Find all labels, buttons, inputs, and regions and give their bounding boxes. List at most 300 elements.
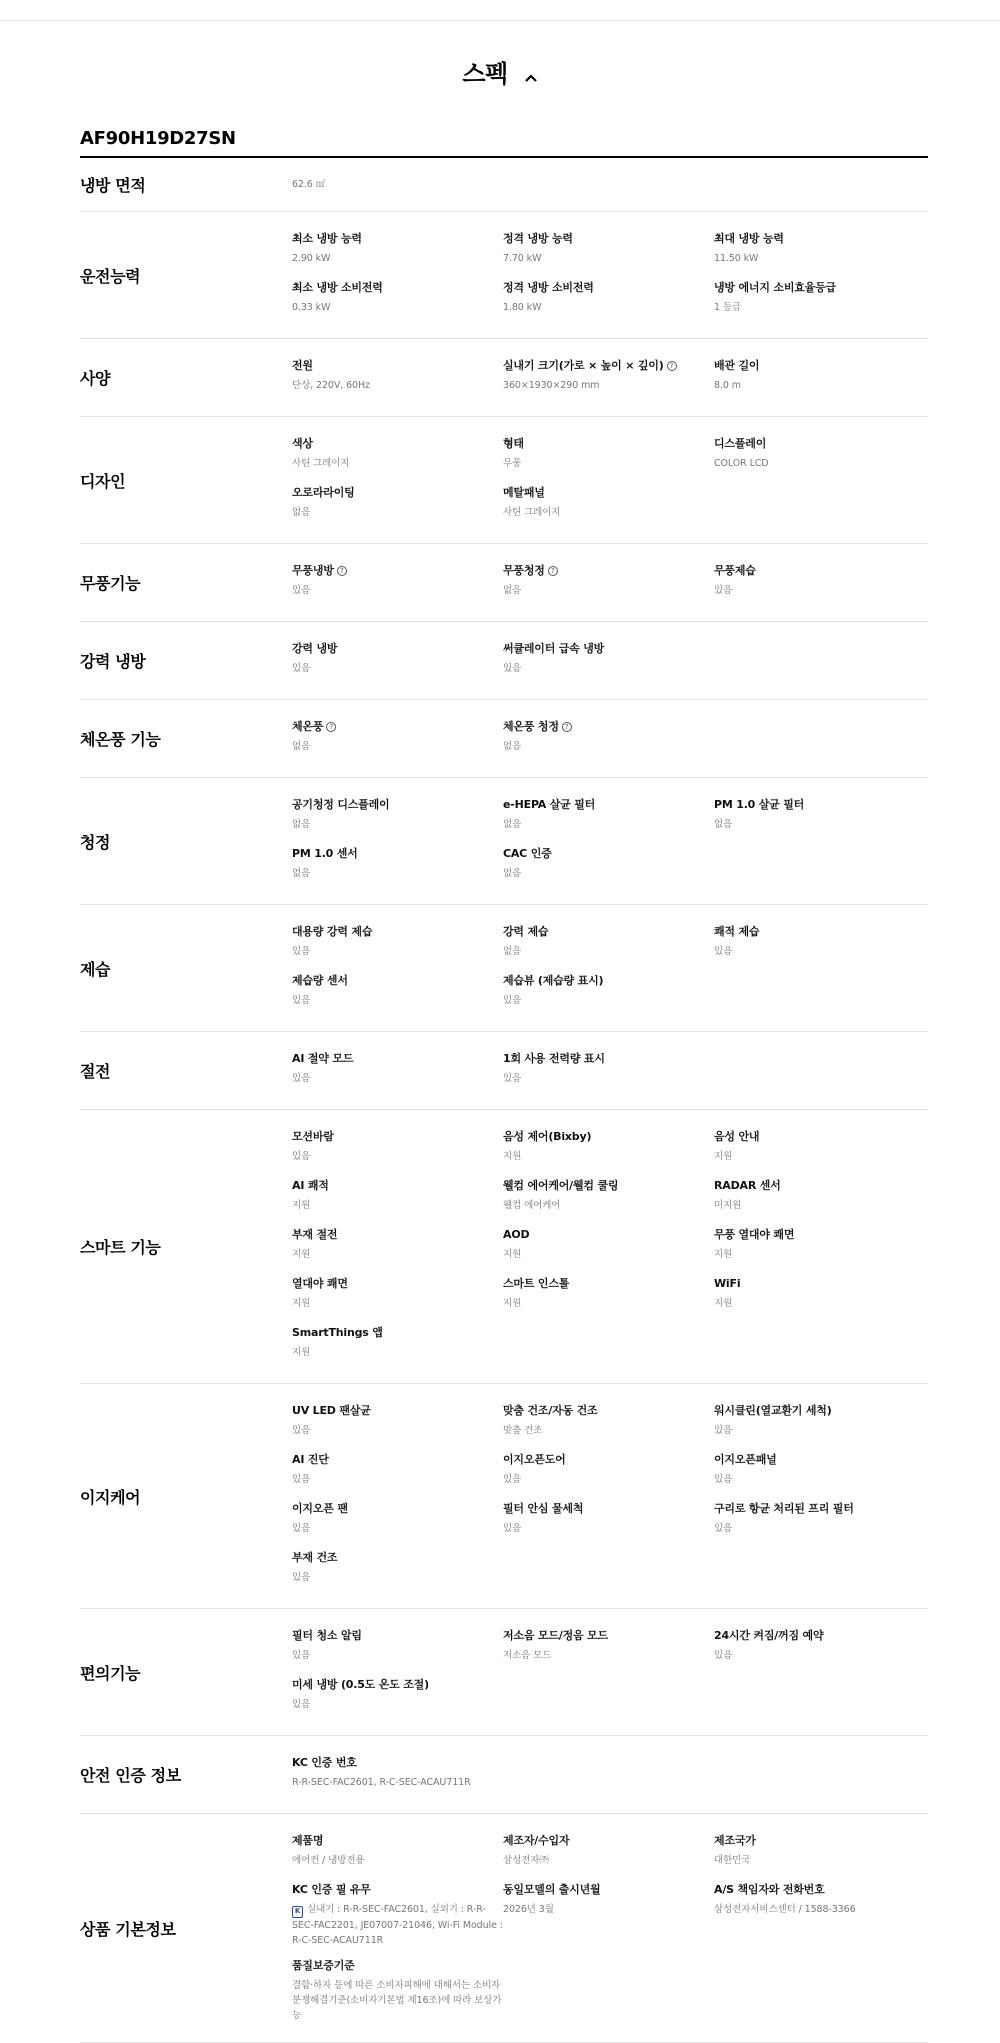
spec-item xyxy=(714,1496,925,1545)
spec-label-text: e-HEPA 살균 필터 xyxy=(503,798,596,811)
spec-item xyxy=(292,1623,503,1672)
spec-label-text: 배관 길이 xyxy=(714,359,760,372)
spec-item xyxy=(503,1447,714,1496)
spec-value-text: 실내기 : R-R-SEC-FAC2601, 실외기 : R-R-SEC-FAC2201, JE07007-21046, Wi-Fi Module : R-C-SEC-ACAU711R xyxy=(292,1904,503,1946)
spec-label xyxy=(503,973,714,989)
spec-label xyxy=(714,1276,925,1292)
spec-value xyxy=(714,1296,925,1311)
spec-items xyxy=(292,353,928,402)
spec-item xyxy=(292,1828,503,1877)
spec-label xyxy=(714,231,925,247)
spec-value-text: 지원 xyxy=(292,1298,311,1309)
spec-value-text: 없음 xyxy=(292,868,311,879)
help-icon[interactable]: ? xyxy=(548,566,558,576)
spec-label-text: 제조국가 xyxy=(714,1834,756,1847)
page-title: 스펙 xyxy=(462,60,508,88)
spec-label-text: 무풍 열대야 쾌면 xyxy=(714,1228,795,1241)
spec-label-text: 색상 xyxy=(292,437,313,450)
spec-label xyxy=(714,1882,925,1898)
spec-label xyxy=(292,846,503,862)
spec-label-text: UV LED 팬살균 xyxy=(292,1404,371,1417)
spec-item xyxy=(714,1623,925,1672)
spec-label xyxy=(503,846,714,862)
spec-label xyxy=(503,563,714,579)
spec-item xyxy=(714,919,925,968)
spec-label xyxy=(503,1452,714,1468)
spec-item xyxy=(292,792,503,841)
spec-label xyxy=(503,1051,714,1067)
spec-value-text: 미지원 xyxy=(714,1200,742,1211)
spec-row xyxy=(80,778,928,905)
spec-value xyxy=(292,661,503,676)
spec-label xyxy=(292,719,503,735)
spec-item xyxy=(503,431,714,480)
spec-category: 운전능력 xyxy=(80,266,141,286)
spec-category: 상품 기본정보 xyxy=(80,1919,176,1939)
spec-value xyxy=(714,1853,925,1868)
spec-item xyxy=(714,1877,925,1953)
spec-label xyxy=(292,1227,503,1243)
spec-item xyxy=(292,1271,503,1320)
spec-value-text: 있음 xyxy=(292,1523,311,1534)
spec-value-text: 지원 xyxy=(292,1249,311,1260)
spec-label-text: 1회 사용 전력량 표시 xyxy=(503,1052,605,1065)
spec-label xyxy=(503,1178,714,1194)
spec-item xyxy=(292,1447,503,1496)
spec-item xyxy=(292,558,503,607)
spec-value-text: 없음 xyxy=(714,819,733,830)
chevron-up-icon xyxy=(524,61,538,89)
spec-value xyxy=(503,1071,714,1086)
spec-value xyxy=(292,505,503,520)
spec-value xyxy=(292,251,503,266)
spec-item xyxy=(714,1447,925,1496)
spec-label-text: 부재 절전 xyxy=(292,1228,338,1241)
spec-value xyxy=(503,817,714,832)
help-icon[interactable]: ? xyxy=(337,566,347,576)
spec-label xyxy=(292,280,503,296)
spec-value-text: 없음 xyxy=(503,946,522,957)
spec-item xyxy=(503,1877,714,1953)
spec-label xyxy=(714,1403,925,1419)
spec-label-text: 워시클린(열교환기 세척) xyxy=(714,1404,832,1417)
spec-item xyxy=(714,1271,925,1320)
spec-items xyxy=(292,558,928,607)
spec-value-text: 있음 xyxy=(714,585,733,596)
spec-value xyxy=(503,1472,714,1487)
spec-item xyxy=(292,841,503,890)
spec-item xyxy=(292,275,503,324)
spec-item xyxy=(292,431,503,480)
spec-value xyxy=(292,817,503,832)
spec-label xyxy=(714,358,925,374)
spec-label-text: 냉방 에너지 소비효율등급 xyxy=(714,281,836,294)
spec-label-text: 제습량 센서 xyxy=(292,974,348,987)
spec-label-text: 체온풍 청정 xyxy=(503,720,559,733)
spec-item xyxy=(503,636,714,685)
spec-item xyxy=(292,1672,503,1721)
spec-label-text: KC 인증 번호 xyxy=(292,1756,357,1769)
spec-item xyxy=(503,1271,714,1320)
spec-value xyxy=(503,1521,714,1536)
spec-value xyxy=(714,1521,925,1536)
spec-value xyxy=(503,739,714,754)
spec-value xyxy=(503,944,714,959)
spec-value-text: 대한민국 xyxy=(714,1855,751,1866)
spec-label-text: SmartThings 앱 xyxy=(292,1326,383,1339)
spec-value xyxy=(292,866,503,881)
spec-row xyxy=(80,417,928,544)
spec-label-text: 오로라라이팅 xyxy=(292,486,355,499)
spec-value-text: 삼성전자서비스센터 / 1588-3366 xyxy=(714,1904,856,1915)
spec-value-text: 저소음 모드 xyxy=(503,1650,552,1661)
spec-item xyxy=(503,353,714,402)
spec-label xyxy=(292,1403,503,1419)
spec-value xyxy=(503,1247,714,1262)
spec-value xyxy=(714,1472,925,1487)
spec-value xyxy=(503,1149,714,1164)
spec-value-text: 지원 xyxy=(503,1249,522,1260)
spec-label xyxy=(292,436,503,452)
spec-item xyxy=(503,480,714,529)
spec-label xyxy=(292,1628,503,1644)
spec-row xyxy=(80,1384,928,1609)
spec-value xyxy=(503,1853,714,1868)
spec-value-text: 있음 xyxy=(292,1425,311,1436)
spec-items xyxy=(292,431,928,529)
spec-item xyxy=(503,1173,714,1222)
spec-value xyxy=(714,1648,925,1663)
spec-label xyxy=(292,358,503,374)
spec-value xyxy=(503,378,714,393)
spec-category: 절전 xyxy=(80,1062,111,1081)
spec-row xyxy=(80,1814,928,2043)
spec-value xyxy=(714,1149,925,1164)
spec-row xyxy=(80,622,928,700)
spec-category: 사양 xyxy=(80,369,111,388)
spec-label xyxy=(714,1227,925,1243)
spec-items xyxy=(292,1398,928,1594)
spec-value-text: 없음 xyxy=(503,868,522,879)
spec-item xyxy=(503,275,714,324)
spec-item xyxy=(714,1124,925,1173)
spec-value xyxy=(292,1149,503,1164)
spec-value-text: 결함·하자 등에 따른 소비자피해에 대해서는 소비자분쟁해결기준(소비자기본법 제16조)에 따라 보상가능 xyxy=(292,1980,502,2021)
spec-category: 강력 냉방 xyxy=(80,652,146,671)
spec-label xyxy=(503,924,714,940)
spec-label-text: 부재 건조 xyxy=(292,1551,338,1564)
spec-value-text: 무풍 xyxy=(503,458,522,469)
spec-value-text: 맞춤 건조 xyxy=(503,1425,543,1436)
spec-value xyxy=(714,251,925,266)
spec-value xyxy=(503,1902,714,1917)
spec-value-text: R-R-SEC-FAC2601, R-C-SEC-ACAU711R xyxy=(292,1777,471,1788)
spec-value-text: 2.90 kW xyxy=(292,253,331,264)
spec-label-text: 강력 냉방 xyxy=(292,642,338,655)
spec-item xyxy=(292,1750,503,1799)
spec-item xyxy=(292,1953,503,2028)
spec-value xyxy=(714,378,925,393)
spec-toggle[interactable] xyxy=(0,54,1000,89)
spec-label-text: 형태 xyxy=(503,437,524,450)
spec-label xyxy=(503,358,714,374)
spec-label xyxy=(503,1628,714,1644)
spec-value-text: 있음 xyxy=(714,1474,733,1485)
help-icon[interactable]: ? xyxy=(562,722,572,732)
spec-label xyxy=(292,1452,503,1468)
spec-label-text: 음성 제어(Bixby) xyxy=(503,1130,592,1143)
spec-value xyxy=(714,1198,925,1213)
spec-category: 제습 xyxy=(80,959,111,979)
spec-items xyxy=(292,792,928,890)
spec-item xyxy=(503,792,714,841)
spec-label-text: 스마트 인스톨 xyxy=(503,1277,570,1290)
spec-value xyxy=(503,300,714,315)
spec-items xyxy=(292,714,928,763)
spec-item xyxy=(292,1320,503,1369)
spec-item xyxy=(503,1046,714,1095)
spec-label xyxy=(714,563,925,579)
spec-value xyxy=(714,300,925,315)
spec-label-text: 제습뷰 (제습량 표시) xyxy=(503,974,604,987)
spec-value xyxy=(714,944,925,959)
spec-value-text: 있음 xyxy=(292,1151,311,1162)
spec-value-text: 있음 xyxy=(714,1425,733,1436)
spec-label-text: 24시간 켜짐/꺼짐 예약 xyxy=(714,1629,824,1642)
spec-label-text: AI 진단 xyxy=(292,1453,329,1466)
spec-item xyxy=(292,1545,503,1594)
spec-item xyxy=(292,172,928,197)
spec-value-text: 있음 xyxy=(714,1523,733,1534)
spec-item xyxy=(714,226,925,275)
spec-label-text: 공기청정 디스플레이 xyxy=(292,798,390,811)
spec-value xyxy=(292,378,503,393)
spec-label xyxy=(292,1129,503,1145)
spec-value-text: 있음 xyxy=(292,1474,311,1485)
spec-category: 무풍기능 xyxy=(80,574,141,593)
spec-label xyxy=(503,719,714,735)
spec-value xyxy=(292,1775,503,1790)
spec-value xyxy=(503,866,714,881)
spec-items xyxy=(292,919,928,1017)
spec-value-text: 사틴 그레이지 xyxy=(503,507,561,518)
spec-value-text: 지원 xyxy=(503,1151,522,1162)
spec-label xyxy=(292,973,503,989)
spec-value xyxy=(292,944,503,959)
spec-value-text: 있음 xyxy=(292,946,311,957)
spec-item xyxy=(503,226,714,275)
spec-label-text: 정격 냉방 능력 xyxy=(503,232,573,245)
spec-label xyxy=(714,1501,925,1517)
spec-item xyxy=(292,919,503,968)
spec-label xyxy=(503,280,714,296)
spec-items xyxy=(292,1750,928,1799)
spec-value xyxy=(714,1247,925,1262)
spec-value xyxy=(292,1423,503,1438)
spec-item xyxy=(292,1124,503,1173)
spec-label-text: 메탈패널 xyxy=(503,486,545,499)
spec-row xyxy=(80,905,928,1032)
spec-category: 안전 인증 정보 xyxy=(80,1766,181,1785)
spec-value xyxy=(292,1296,503,1311)
spec-value xyxy=(714,583,925,598)
spec-label xyxy=(292,231,503,247)
spec-value xyxy=(714,1902,925,1917)
spec-value-text: 360×1930×290 mm xyxy=(503,380,600,391)
spec-value-text: 있음 xyxy=(292,995,311,1006)
spec-label xyxy=(292,1051,503,1067)
spec-value xyxy=(292,1521,503,1536)
spec-category: 체온풍 기능 xyxy=(80,730,161,749)
spec-value-text: 사틴 그레이지 xyxy=(292,458,350,469)
spec-label xyxy=(503,231,714,247)
spec-value-text: 62.6 ㎡ xyxy=(292,179,326,190)
spec-item xyxy=(714,353,925,402)
spec-label xyxy=(292,1958,503,1974)
spec-item xyxy=(503,1623,714,1672)
spec-label-text: 최소 냉방 능력 xyxy=(292,232,362,245)
spec-value-text: 지원 xyxy=(503,1298,522,1309)
spec-category: 스마트 기능 xyxy=(80,1238,161,1257)
spec-value xyxy=(714,817,925,832)
spec-label xyxy=(714,280,925,296)
spec-label-text: 제조자/수입자 xyxy=(503,1834,570,1847)
spec-value xyxy=(503,661,714,676)
spec-label-text: 음성 안내 xyxy=(714,1130,760,1143)
spec-label-text: PM 1.0 살균 필터 xyxy=(714,798,805,811)
spec-label-text: 이지오픈도어 xyxy=(503,1453,566,1466)
spec-value-text: 있음 xyxy=(714,946,733,957)
spec-label xyxy=(292,1882,503,1898)
spec-label xyxy=(292,563,503,579)
spec-label-text: A/S 책임자와 전화번호 xyxy=(714,1883,825,1896)
spec-label-text: 정격 냉방 소비전력 xyxy=(503,281,594,294)
spec-value-text: 11.50 kW xyxy=(714,253,759,264)
spec-row xyxy=(80,1110,928,1384)
spec-value-text: 1 등급 xyxy=(714,302,742,313)
spec-items xyxy=(292,172,928,197)
spec-label xyxy=(292,797,503,813)
spec-item xyxy=(292,1046,503,1095)
help-icon[interactable]: ? xyxy=(326,722,336,732)
spec-label xyxy=(714,1452,925,1468)
spec-label xyxy=(714,924,925,940)
spec-label-text: 필터 청소 알림 xyxy=(292,1629,362,1642)
spec-items xyxy=(292,1623,928,1721)
spec-item xyxy=(714,792,925,841)
spec-label-text: 열대야 쾌면 xyxy=(292,1277,348,1290)
spec-value-text: 지원 xyxy=(714,1298,733,1309)
spec-item xyxy=(503,1828,714,1877)
help-icon[interactable]: ? xyxy=(667,361,677,371)
spec-item xyxy=(503,1124,714,1173)
spec-value-text: 웰컴 에어케어 xyxy=(503,1200,561,1211)
spec-item xyxy=(292,1222,503,1271)
spec-label-text: 동일모델의 출시년월 xyxy=(503,1883,601,1896)
spec-label-text: 최대 냉방 능력 xyxy=(714,232,784,245)
spec-value-text: 있음 xyxy=(714,1650,733,1661)
spec-value-text: 8.0 m xyxy=(714,380,741,391)
spec-label-text: 대용량 강력 제습 xyxy=(292,925,373,938)
spec-value-text: 있음 xyxy=(292,663,311,674)
spec-label-text: 맞춤 건조/자동 건조 xyxy=(503,1404,598,1417)
spec-value xyxy=(714,1423,925,1438)
spec-label xyxy=(292,1501,503,1517)
spec-label xyxy=(503,1882,714,1898)
spec-label xyxy=(503,436,714,452)
spec-items xyxy=(292,1828,928,2028)
spec-items xyxy=(292,1046,928,1095)
spec-label xyxy=(714,436,925,452)
spec-label xyxy=(714,1833,925,1849)
spec-item xyxy=(292,480,503,529)
spec-item xyxy=(292,226,503,275)
spec-value-text: 2026년 3월 xyxy=(503,1904,554,1915)
spec-item xyxy=(292,636,503,685)
spec-label-text: 실내기 크기(가로 × 높이 × 깊이) xyxy=(503,359,664,372)
spec-item xyxy=(714,558,925,607)
spec-item xyxy=(503,841,714,890)
spec-label xyxy=(503,1501,714,1517)
spec-label-text: AOD xyxy=(503,1228,530,1241)
spec-value-text: 없음 xyxy=(292,741,311,752)
spec-items xyxy=(292,226,928,324)
spec-value-text: 1.80 kW xyxy=(503,302,542,313)
spec-item xyxy=(503,1496,714,1545)
spec-value-text: 없음 xyxy=(503,741,522,752)
spec-value xyxy=(503,1423,714,1438)
spec-value xyxy=(292,1345,503,1360)
spec-value xyxy=(292,1978,503,2023)
spec-label xyxy=(292,1833,503,1849)
spec-value xyxy=(714,456,925,471)
spec-label xyxy=(714,1628,925,1644)
spec-item xyxy=(292,1877,503,1953)
spec-item xyxy=(714,1173,925,1222)
spec-items xyxy=(292,1124,928,1369)
spec-label xyxy=(503,1403,714,1419)
spec-item xyxy=(714,1222,925,1271)
spec-label-text: 구리로 항균 처리된 프리 필터 xyxy=(714,1502,854,1515)
spec-item xyxy=(503,1222,714,1271)
spec-value-text: 있음 xyxy=(292,1699,311,1710)
spec-label-text: CAC 인증 xyxy=(503,847,552,860)
spec-value-text: 없음 xyxy=(292,507,311,518)
spec-value xyxy=(292,300,503,315)
spec-label-text: 필터 안심 물세척 xyxy=(503,1502,584,1515)
spec-value-text: 없음 xyxy=(292,819,311,830)
spec-label-text: 웰컴 에어케어/웰컴 쿨링 xyxy=(503,1179,619,1192)
spec-label xyxy=(714,1178,925,1194)
spec-value xyxy=(503,993,714,1008)
spec-item xyxy=(292,1173,503,1222)
spec-label-text: 디스플레이 xyxy=(714,437,767,450)
spec-value xyxy=(292,177,928,192)
spec-value-text: 에어컨 / 냉방전용 xyxy=(292,1855,365,1866)
spec-value-text: 없음 xyxy=(503,585,522,596)
spec-value-text: 지원 xyxy=(714,1151,733,1162)
spec-label-text: 써큘레이터 급속 냉방 xyxy=(503,642,605,655)
spec-value xyxy=(292,993,503,1008)
spec-label-text: AI 쾌적 xyxy=(292,1179,329,1192)
spec-row xyxy=(80,212,928,339)
spec-label-text: 저소음 모드/정음 모드 xyxy=(503,1629,608,1642)
spec-label xyxy=(503,1227,714,1243)
spec-label xyxy=(503,797,714,813)
spec-value-text: 7.70 kW xyxy=(503,253,542,264)
spec-value-text: 있음 xyxy=(292,1572,311,1583)
spec-label-text: 전원 xyxy=(292,359,313,372)
